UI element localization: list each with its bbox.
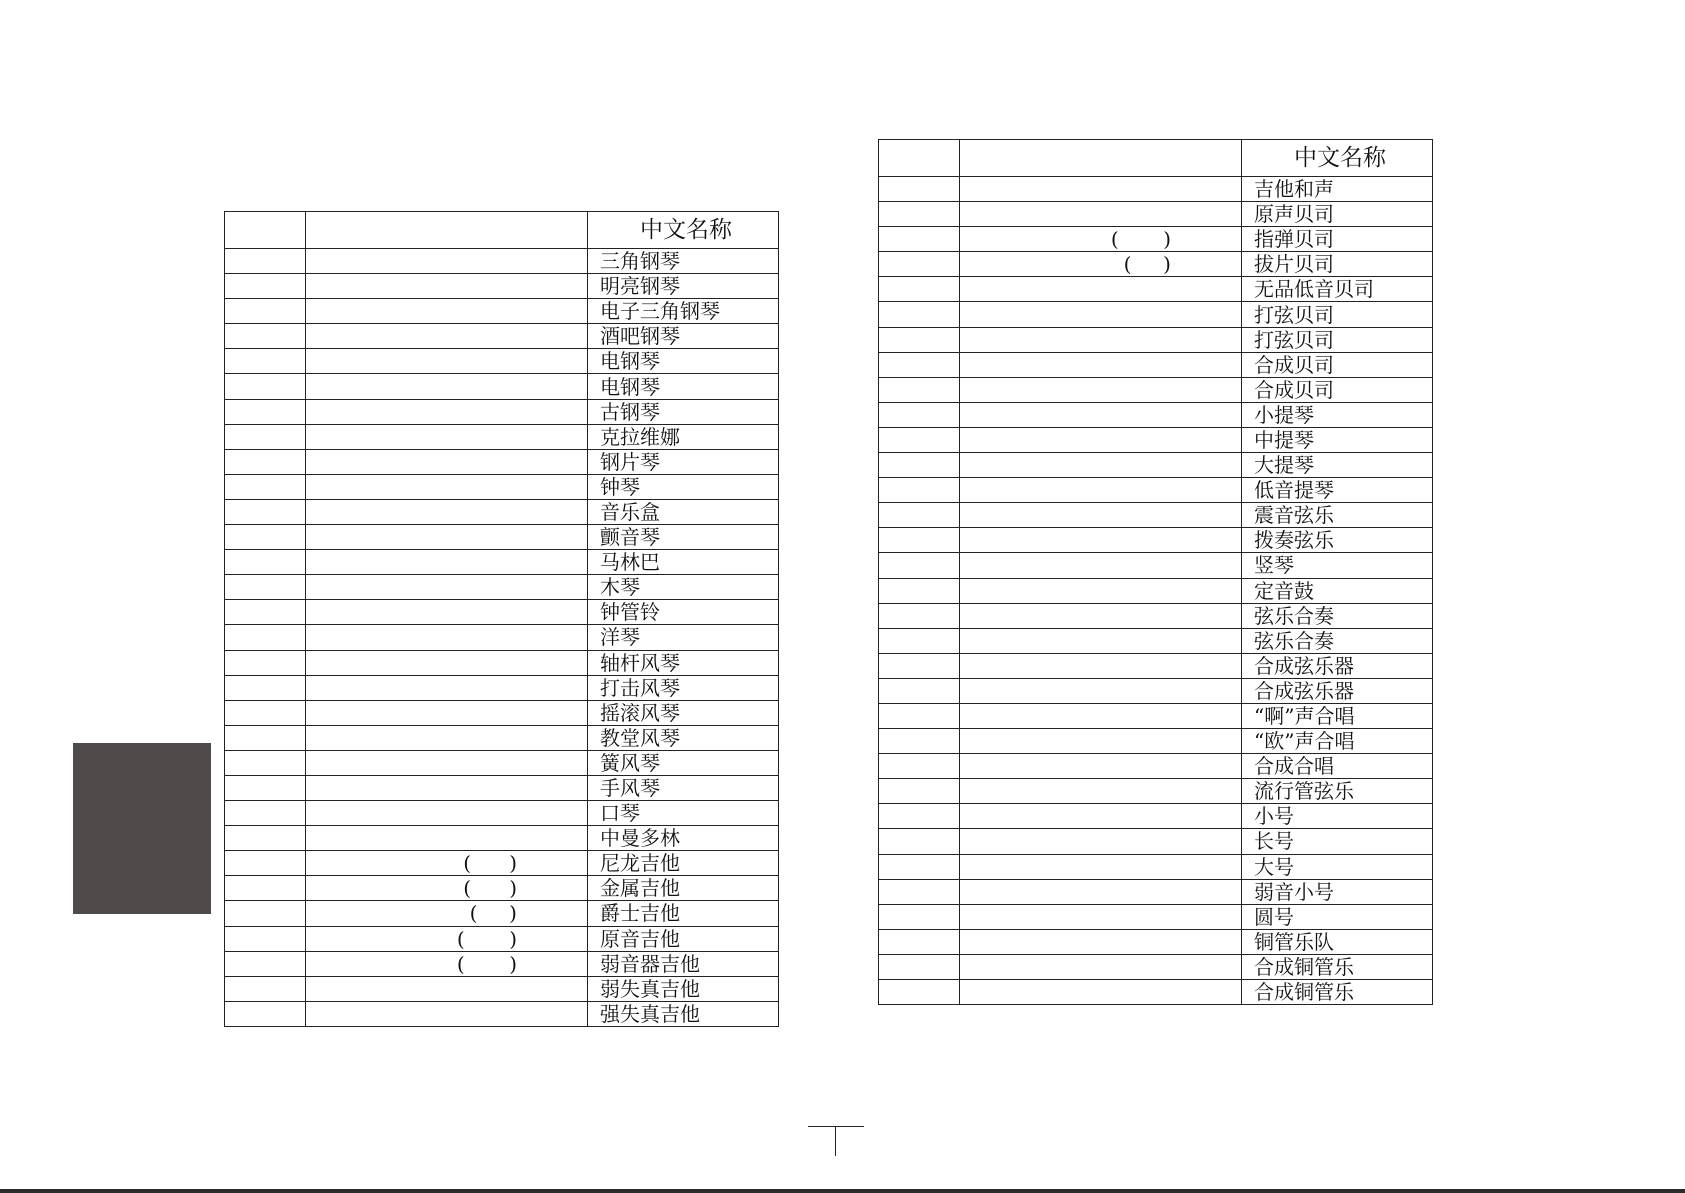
voice-english-name-cell: [960, 653, 1242, 678]
table-row: [225, 249, 779, 274]
voice-number-cell: [879, 703, 960, 728]
table-body: [879, 177, 1433, 1005]
table-row: [879, 578, 1433, 603]
table-row: [225, 725, 779, 750]
voice-english-name-cell: [960, 879, 1242, 904]
table-row: [879, 729, 1433, 754]
column-header-chinese: 中文名称: [1242, 140, 1433, 177]
voice-english-name-cell: [306, 725, 588, 750]
voice-chinese-name-cell: “啊”声合唱: [1242, 703, 1433, 728]
voice-english-name-cell: [960, 377, 1242, 402]
voice-chinese-name-cell: 合成贝司: [1242, 352, 1433, 377]
table-row: [225, 600, 779, 625]
voice-chinese-name-cell: 古钢琴: [588, 399, 779, 424]
table-header-row: [225, 212, 779, 249]
voice-chinese-name-cell: 合成铜管乐: [1242, 980, 1433, 1005]
voice-chinese-name-cell: 强失真吉他: [588, 1001, 779, 1026]
table-header-row: [879, 140, 1433, 177]
column-header-number: [879, 140, 960, 177]
voice-chinese-name-cell: “欧”声合唱: [1242, 729, 1433, 754]
table-row: [879, 427, 1433, 452]
voice-chinese-name-cell: 电钢琴: [588, 349, 779, 374]
voice-number-cell: [879, 427, 960, 452]
voice-number-cell: [225, 650, 306, 675]
table-row: [225, 876, 779, 901]
voice-english-name-cell: [960, 729, 1242, 754]
voice-english-name-cell: [960, 578, 1242, 603]
table-row: [225, 575, 779, 600]
voice-english-name-cell: [960, 678, 1242, 703]
table-row: [879, 227, 1433, 252]
voice-chinese-name-cell: 口琴: [588, 801, 779, 826]
voice-number-cell: [225, 750, 306, 775]
table-row: [225, 901, 779, 926]
table-row: [879, 528, 1433, 553]
voice-english-name-cell: [306, 775, 588, 800]
voice-number-cell: [879, 954, 960, 979]
table-row: [879, 804, 1433, 829]
voice-english-name-cell: [306, 675, 588, 700]
voice-chinese-name-cell: 指弹贝司: [1242, 227, 1433, 252]
voice-number-cell: [225, 675, 306, 700]
voice-number-cell: [879, 929, 960, 954]
voice-chinese-name-cell: 弱失真吉他: [588, 976, 779, 1001]
voice-chinese-name-cell: 电子三角钢琴: [588, 299, 779, 324]
table-row: [225, 826, 779, 851]
voice-english-name-cell: ( ): [960, 252, 1242, 277]
table-row: [879, 628, 1433, 653]
table-row: [879, 277, 1433, 302]
voice-number-cell: [225, 424, 306, 449]
voice-english-name-cell: [960, 402, 1242, 427]
voice-number-cell: [879, 854, 960, 879]
voice-english-name-cell: [960, 628, 1242, 653]
voice-number-cell: [879, 779, 960, 804]
voice-number-cell: [879, 904, 960, 929]
voice-chinese-name-cell: 钟琴: [588, 474, 779, 499]
voice-number-cell: [225, 901, 306, 926]
voice-chinese-name-cell: 尼龙吉他: [588, 851, 779, 876]
voice-number-cell: [879, 302, 960, 327]
voice-number-cell: [225, 976, 306, 1001]
voice-english-name-cell: [306, 550, 588, 575]
table-row: [879, 377, 1433, 402]
voice-number-cell: [225, 826, 306, 851]
table-row: [225, 775, 779, 800]
voice-english-name-cell: ( ): [306, 876, 588, 901]
voice-number-cell: [879, 553, 960, 578]
voice-number-cell: [225, 775, 306, 800]
table-row: [879, 177, 1433, 202]
voice-english-name-cell: [306, 449, 588, 474]
voice-chinese-name-cell: 小号: [1242, 804, 1433, 829]
table-row: [225, 374, 779, 399]
column-header-english: [960, 140, 1242, 177]
voice-english-name-cell: [960, 929, 1242, 954]
voice-number-cell: [879, 754, 960, 779]
voice-number-cell: [225, 299, 306, 324]
table-row: [225, 675, 779, 700]
voice-chinese-name-cell: 音乐盒: [588, 499, 779, 524]
voice-number-cell: [225, 324, 306, 349]
voice-english-name-cell: [306, 424, 588, 449]
voice-chinese-name-cell: 克拉维娜: [588, 424, 779, 449]
voice-english-name-cell: ( ): [306, 951, 588, 976]
voice-chinese-name-cell: 合成弦乐器: [1242, 678, 1433, 703]
table-row: [879, 854, 1433, 879]
voice-number-cell: [225, 700, 306, 725]
page-number-rule: [808, 1126, 864, 1127]
table-row: [225, 650, 779, 675]
voice-number-cell: [225, 575, 306, 600]
voice-english-name-cell: [960, 302, 1242, 327]
table-row: [225, 750, 779, 775]
voice-chinese-name-cell: 打弦贝司: [1242, 302, 1433, 327]
voice-english-name-cell: [306, 499, 588, 524]
section-side-tab: [73, 743, 211, 914]
voice-number-cell: [879, 277, 960, 302]
table-row: [879, 478, 1433, 503]
voice-chinese-name-cell: 低音提琴: [1242, 478, 1433, 503]
voice-chinese-name-cell: 洋琴: [588, 625, 779, 650]
voice-chinese-name-cell: 明亮钢琴: [588, 274, 779, 299]
voice-number-cell: [879, 402, 960, 427]
voice-chinese-name-cell: 合成铜管乐: [1242, 954, 1433, 979]
table-row: [225, 499, 779, 524]
voice-english-name-cell: [306, 575, 588, 600]
voice-chinese-name-cell: 原音吉他: [588, 926, 779, 951]
voice-english-name-cell: [960, 528, 1242, 553]
voice-number-cell: [879, 478, 960, 503]
voice-number-cell: [879, 628, 960, 653]
voice-number-cell: [225, 876, 306, 901]
voice-chinese-name-cell: 摇滚风琴: [588, 700, 779, 725]
voice-chinese-name-cell: 无品低音贝司: [1242, 277, 1433, 302]
voice-english-name-cell: [306, 976, 588, 1001]
voice-number-cell: [879, 503, 960, 528]
table-row: [225, 424, 779, 449]
voice-chinese-name-cell: 手风琴: [588, 775, 779, 800]
column-header-english: [306, 212, 588, 249]
page-bottom-rule: [0, 1189, 1685, 1193]
voice-number-cell: [225, 725, 306, 750]
voice-number-cell: [879, 829, 960, 854]
voice-chinese-name-cell: 弱音器吉他: [588, 951, 779, 976]
voice-english-name-cell: [306, 274, 588, 299]
table-row: [879, 779, 1433, 804]
voice-chinese-name-cell: 簧风琴: [588, 750, 779, 775]
table-row: [879, 603, 1433, 628]
voice-english-name-cell: [960, 904, 1242, 929]
voice-table-left: [224, 211, 779, 1027]
voice-chinese-name-cell: 原声贝司: [1242, 202, 1433, 227]
voice-english-name-cell: ( ): [306, 901, 588, 926]
voice-english-name-cell: [960, 804, 1242, 829]
voice-english-name-cell: [306, 750, 588, 775]
voice-english-name-cell: [306, 399, 588, 424]
voice-english-name-cell: [306, 525, 588, 550]
voice-english-name-cell: [960, 277, 1242, 302]
voice-english-name-cell: [960, 352, 1242, 377]
table-row: [879, 503, 1433, 528]
table-row: [879, 202, 1433, 227]
voice-english-name-cell: [960, 980, 1242, 1005]
voice-number-cell: [879, 678, 960, 703]
table-row: [225, 700, 779, 725]
voice-english-name-cell: [960, 202, 1242, 227]
voice-number-cell: [879, 252, 960, 277]
voice-number-cell: [225, 851, 306, 876]
voice-chinese-name-cell: 震音弦乐: [1242, 503, 1433, 528]
voice-chinese-name-cell: 爵士吉他: [588, 901, 779, 926]
voice-english-name-cell: [960, 478, 1242, 503]
voice-chinese-name-cell: 马林巴: [588, 550, 779, 575]
voice-english-name-cell: [306, 374, 588, 399]
voice-number-cell: [225, 399, 306, 424]
voice-chinese-name-cell: 弦乐合奏: [1242, 603, 1433, 628]
table-row: [225, 449, 779, 474]
table-row: [879, 327, 1433, 352]
voice-number-cell: [225, 600, 306, 625]
table-row: [225, 1001, 779, 1026]
table-row: [225, 474, 779, 499]
voice-number-cell: [879, 177, 960, 202]
voice-number-cell: [879, 453, 960, 478]
voice-english-name-cell: [960, 453, 1242, 478]
voice-chinese-name-cell: 三角钢琴: [588, 249, 779, 274]
voice-english-name-cell: [960, 553, 1242, 578]
voice-number-cell: [225, 525, 306, 550]
table-row: [879, 352, 1433, 377]
table-row: [879, 653, 1433, 678]
voice-chinese-name-cell: 中提琴: [1242, 427, 1433, 452]
voice-english-name-cell: [306, 625, 588, 650]
voice-number-cell: [879, 377, 960, 402]
table-row: [879, 453, 1433, 478]
table-row: [879, 754, 1433, 779]
table-row: [225, 951, 779, 976]
voice-chinese-name-cell: 定音鼓: [1242, 578, 1433, 603]
table-row: [225, 525, 779, 550]
voice-chinese-name-cell: 轴杆风琴: [588, 650, 779, 675]
voice-english-name-cell: ( ): [306, 851, 588, 876]
voice-number-cell: [879, 980, 960, 1005]
voice-english-name-cell: [306, 249, 588, 274]
voice-chinese-name-cell: 教堂风琴: [588, 725, 779, 750]
voice-number-cell: [879, 729, 960, 754]
table-row: [225, 926, 779, 951]
voice-number-cell: [879, 352, 960, 377]
voice-english-name-cell: [306, 324, 588, 349]
voice-number-cell: [879, 603, 960, 628]
table-row: [225, 349, 779, 374]
voice-number-cell: [879, 202, 960, 227]
voice-english-name-cell: [960, 854, 1242, 879]
voice-english-name-cell: ( ): [306, 926, 588, 951]
voice-chinese-name-cell: 颤音琴: [588, 525, 779, 550]
voice-english-name-cell: [960, 954, 1242, 979]
voice-english-name-cell: [960, 503, 1242, 528]
voice-english-name-cell: [960, 177, 1242, 202]
voice-chinese-name-cell: 流行管弦乐: [1242, 779, 1433, 804]
voice-number-cell: [225, 625, 306, 650]
voice-number-cell: [225, 349, 306, 374]
voice-chinese-name-cell: 打击风琴: [588, 675, 779, 700]
voice-number-cell: [225, 926, 306, 951]
table-row: [879, 954, 1433, 979]
voice-chinese-name-cell: 小提琴: [1242, 402, 1433, 427]
voice-english-name-cell: [306, 700, 588, 725]
voice-chinese-name-cell: 长号: [1242, 829, 1433, 854]
table-row: [879, 829, 1433, 854]
table-row: [225, 550, 779, 575]
table-row: [879, 252, 1433, 277]
table-row: [879, 929, 1433, 954]
voice-english-name-cell: [306, 801, 588, 826]
voice-chinese-name-cell: 钢片琴: [588, 449, 779, 474]
voice-number-cell: [879, 528, 960, 553]
voice-number-cell: [225, 951, 306, 976]
table-row: [225, 399, 779, 424]
voice-english-name-cell: [960, 427, 1242, 452]
voice-english-name-cell: [960, 703, 1242, 728]
voice-chinese-name-cell: 吉他和声: [1242, 177, 1433, 202]
voice-number-cell: [225, 1001, 306, 1026]
voice-english-name-cell: [306, 349, 588, 374]
voice-english-name-cell: [306, 650, 588, 675]
voice-chinese-name-cell: 中曼多林: [588, 826, 779, 851]
voice-english-name-cell: [306, 1001, 588, 1026]
voice-english-name-cell: [306, 474, 588, 499]
voice-number-cell: [225, 550, 306, 575]
voice-english-name-cell: [960, 603, 1242, 628]
voice-chinese-name-cell: 弦乐合奏: [1242, 628, 1433, 653]
table-body: [225, 249, 779, 1027]
table-row: [225, 851, 779, 876]
voice-number-cell: [879, 578, 960, 603]
voice-chinese-name-cell: 木琴: [588, 575, 779, 600]
table-row: [879, 402, 1433, 427]
voice-number-cell: [879, 804, 960, 829]
voice-chinese-name-cell: 大提琴: [1242, 453, 1433, 478]
voice-number-cell: [225, 499, 306, 524]
voice-number-cell: [879, 879, 960, 904]
voice-chinese-name-cell: 合成弦乐器: [1242, 653, 1433, 678]
table-row: [225, 274, 779, 299]
table-row: [879, 703, 1433, 728]
voice-chinese-name-cell: 竖琴: [1242, 553, 1433, 578]
table-row: [879, 879, 1433, 904]
voice-table-right: [878, 139, 1433, 1005]
voice-number-cell: [879, 227, 960, 252]
voice-chinese-name-cell: 大号: [1242, 854, 1433, 879]
voice-chinese-name-cell: 金属吉他: [588, 876, 779, 901]
voice-english-name-cell: [960, 327, 1242, 352]
voice-chinese-name-cell: 拨奏弦乐: [1242, 528, 1433, 553]
voice-english-name-cell: [960, 779, 1242, 804]
column-header-number: [225, 212, 306, 249]
voice-english-name-cell: [960, 829, 1242, 854]
table-row: [879, 678, 1433, 703]
table-row: [225, 625, 779, 650]
table-row: [879, 904, 1433, 929]
voice-chinese-name-cell: 电钢琴: [588, 374, 779, 399]
voice-english-name-cell: ( ): [960, 227, 1242, 252]
voice-number-cell: [225, 449, 306, 474]
voice-chinese-name-cell: 铜管乐队: [1242, 929, 1433, 954]
page-number-tick: [835, 1126, 836, 1156]
table-row: [879, 302, 1433, 327]
voice-chinese-name-cell: 打弦贝司: [1242, 327, 1433, 352]
voice-number-cell: [879, 327, 960, 352]
table-row: [225, 976, 779, 1001]
voice-chinese-name-cell: 钟管铃: [588, 600, 779, 625]
voice-english-name-cell: [306, 299, 588, 324]
voice-chinese-name-cell: 酒吧钢琴: [588, 324, 779, 349]
voice-number-cell: [225, 374, 306, 399]
table-row: [225, 801, 779, 826]
voice-chinese-name-cell: 弱音小号: [1242, 879, 1433, 904]
table-row: [879, 553, 1433, 578]
voice-chinese-name-cell: 合成合唱: [1242, 754, 1433, 779]
voice-english-name-cell: [306, 826, 588, 851]
voice-number-cell: [225, 801, 306, 826]
voice-english-name-cell: [960, 754, 1242, 779]
voice-chinese-name-cell: 圆号: [1242, 904, 1433, 929]
voice-number-cell: [879, 653, 960, 678]
table-row: [225, 299, 779, 324]
voice-english-name-cell: [306, 600, 588, 625]
voice-chinese-name-cell: 合成贝司: [1242, 377, 1433, 402]
table-row: [879, 980, 1433, 1005]
table-row: [225, 324, 779, 349]
voice-number-cell: [225, 274, 306, 299]
voice-chinese-name-cell: 拔片贝司: [1242, 252, 1433, 277]
column-header-chinese: 中文名称: [588, 212, 779, 249]
voice-number-cell: [225, 249, 306, 274]
voice-number-cell: [225, 474, 306, 499]
